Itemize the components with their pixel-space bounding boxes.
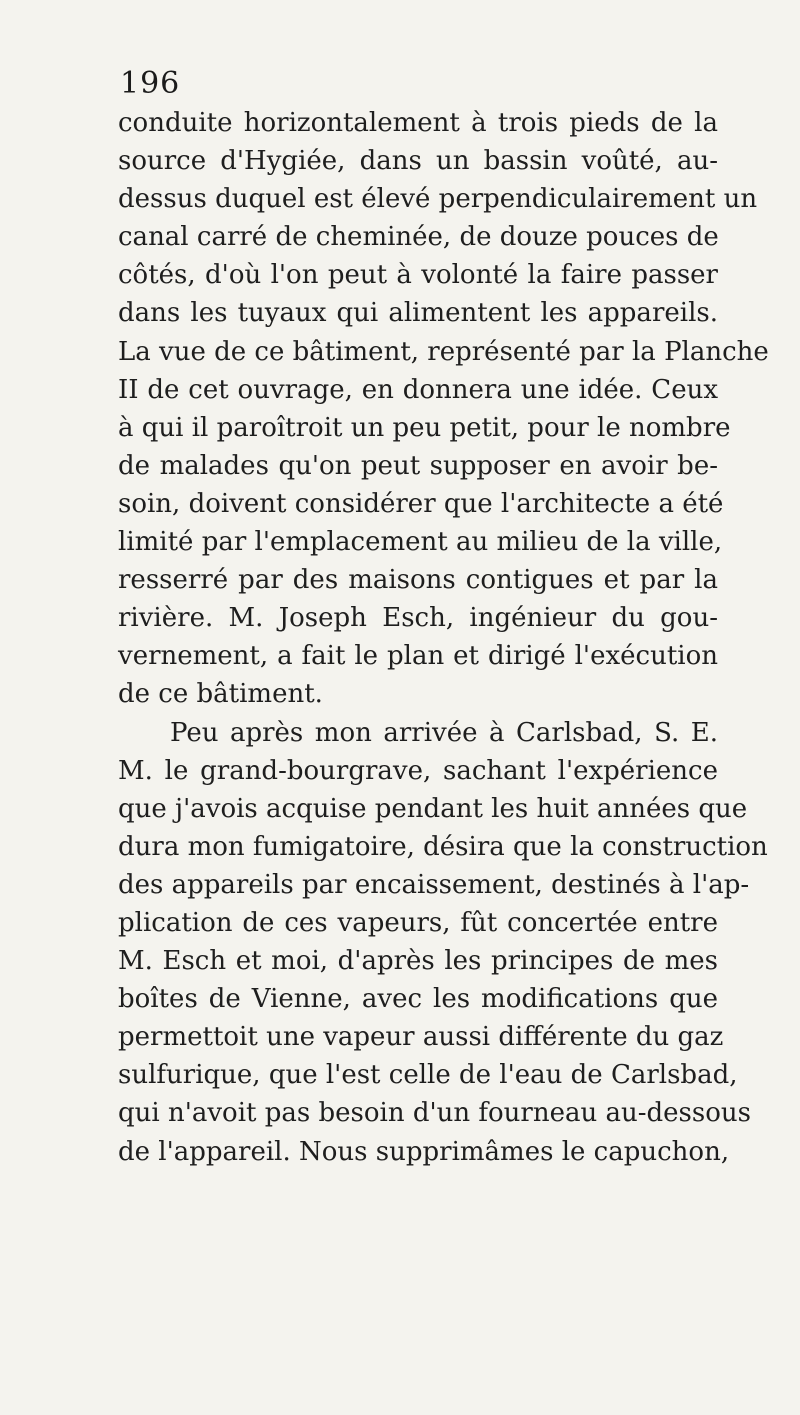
text-line: conduite horizontalement à trois pieds de la [118,108,718,138]
text-line: dessus duquel est élevé perpendiculairement un [118,184,758,215]
body-text [118,104,769,1171]
text-line: plication de ces vapeurs, fût concertée entre [118,907,718,938]
text-line: sulfurique, que l'est celle de l'eau de Carlsbad, [118,1060,738,1091]
text-line: de malades qu'on peut supposer en avoir be- [118,450,718,481]
text-line: soin, doivent considérer que l'architecte a été [118,488,724,519]
text-line: que j'avois acquise pendant les huit années que [118,793,748,824]
text-line: La vue de ce bâtiment, représenté par la Planche [118,336,769,367]
text-line: M. le grand-bourgrave, sachant l'expérience [118,755,718,786]
text-line: qui n'avoit pas besoin d'un fourneau au-dessous [118,1098,751,1129]
text-line: dans les tuyaux qui alimentent les appareils. [118,298,718,329]
text-line: côtés, d'où l'on peut à volonté la faire passer [118,260,718,291]
text-line: rivière. M. Joseph Esch, ingénieur du gou- [118,603,718,634]
text-line: vernement, a fait le plan et dirigé l'exécution [118,641,718,672]
text-line: des appareils par encaissement, destinés à l'ap- [118,869,750,900]
text-line: II de cet ouvrage, en donnera une idée. Ceux [118,374,718,405]
text-line: canal carré de cheminée, de douze pouces de [118,222,719,253]
page-number: 196 [120,66,181,101]
text-line: limité par l'emplacement au milieu de la ville, [118,527,723,558]
text-line: source d'Hygiée, dans un bassin voûté, au- [118,146,718,177]
paragraph-start-line: Peu après mon arrivée à Carlsbad, S. E. [170,717,718,748]
text-line: resserré par des maisons contigues et par la [118,565,718,596]
text-line: dura mon fumigatoire, désira que la construction [118,831,768,862]
text-line: permettoit une vapeur aussi différente du gaz [118,1022,724,1053]
text-line: de l'appareil. Nous supprimâmes le capuchon, [118,1136,730,1167]
paragraph-end-line: de ce bâtiment. [118,679,323,710]
text-line: boîtes de Vienne, avec les modifications que [118,984,718,1015]
text-line: M. Esch et moi, d'après les principes de mes [118,946,718,977]
text-line: à qui il paroîtroit un peu petit, pour le nombre [118,412,731,443]
